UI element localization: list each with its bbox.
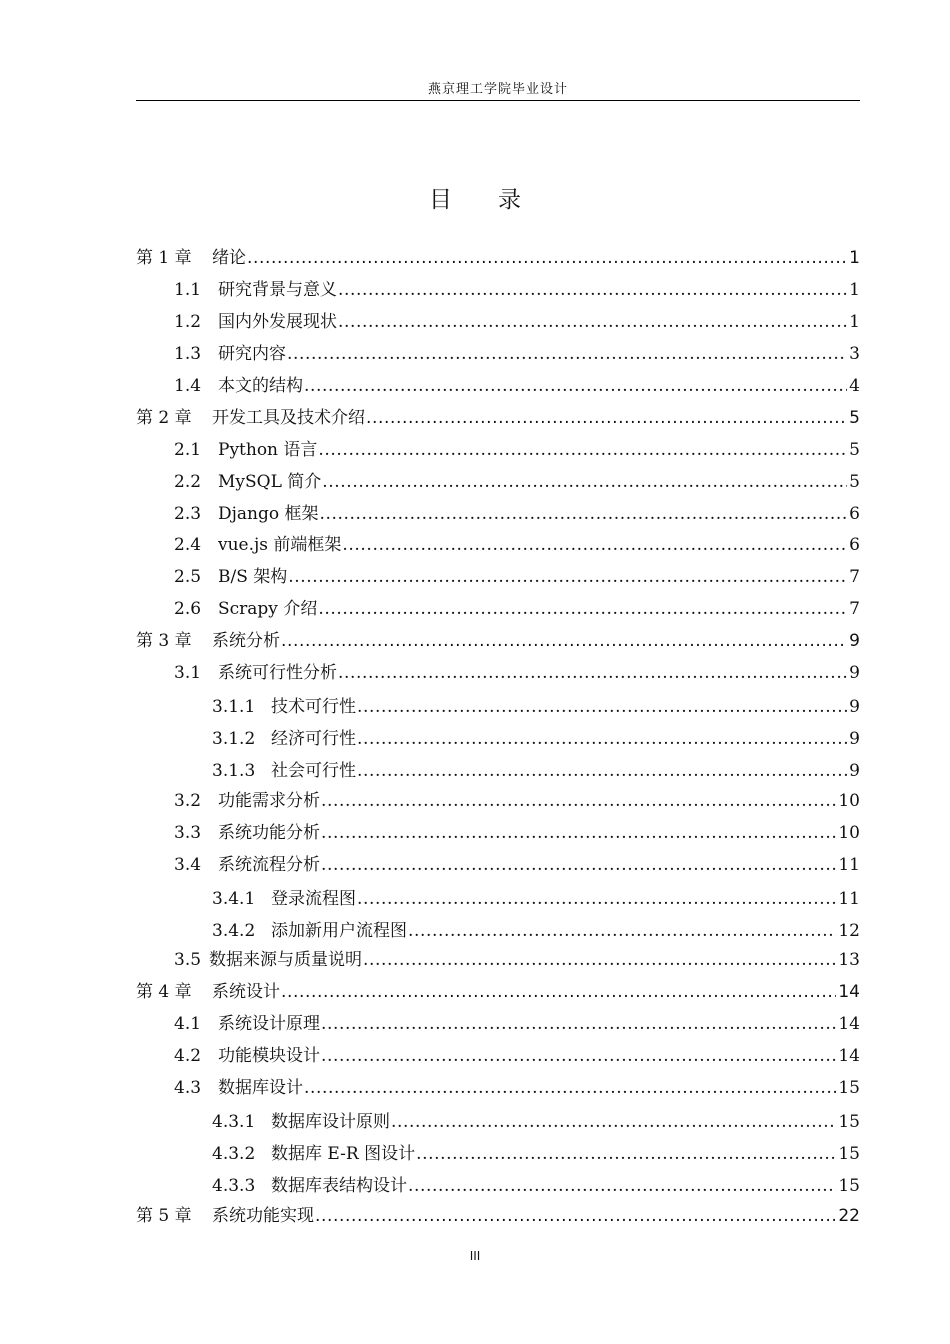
toc-section-row[interactable] xyxy=(174,439,860,461)
toc-title: 本文的结构 xyxy=(218,376,303,396)
toc-title: 研究内容 xyxy=(218,344,286,364)
toc-dot-leader xyxy=(304,1077,836,1099)
toc-chapter-row[interactable] xyxy=(136,247,860,269)
toc-dot-leader xyxy=(318,598,847,620)
toc-section-row[interactable] xyxy=(174,1013,860,1035)
toc-dot-leader xyxy=(391,1111,836,1133)
toc-page-number: 1 xyxy=(849,280,860,300)
toc-number: 4.3.1 xyxy=(212,1112,256,1132)
toc-page-number: 22 xyxy=(838,1206,860,1226)
toc-section-row[interactable] xyxy=(174,534,860,556)
toc-dot-leader xyxy=(338,311,847,333)
toc-dot-leader xyxy=(320,503,848,525)
toc-page-number: 9 xyxy=(849,761,860,781)
toc-title: Scrapy 介绍 xyxy=(218,599,318,619)
toc-section-row[interactable] xyxy=(174,311,860,333)
toc-number: 3.4 xyxy=(174,855,202,875)
toc-number: 2.2 xyxy=(174,472,202,492)
toc-page-number: 5 xyxy=(849,472,860,492)
toc-page-number: 10 xyxy=(838,823,860,843)
toc-title: 系统设计原理 xyxy=(218,1014,320,1034)
toc-dot-leader xyxy=(363,949,836,971)
toc-page-number: 4 xyxy=(849,376,860,396)
toc-page-number: 15 xyxy=(838,1144,860,1164)
toc-page-number: 14 xyxy=(838,1014,860,1034)
toc-page-number: 7 xyxy=(849,599,860,619)
toc-dot-leader xyxy=(408,1175,836,1197)
toc-title: 功能需求分析 xyxy=(218,791,320,811)
toc-page-number: 15 xyxy=(838,1176,860,1196)
toc-section-row[interactable] xyxy=(212,728,860,750)
toc-dot-leader xyxy=(357,696,847,718)
toc-number: 3.2 xyxy=(174,791,202,811)
toc-page-number: 13 xyxy=(838,950,860,970)
toc-title: 功能模块设计 xyxy=(218,1046,320,1066)
toc-section-row[interactable] xyxy=(174,471,860,493)
toc-section-row[interactable] xyxy=(174,949,860,971)
toc-dot-leader xyxy=(304,375,847,397)
toc-dot-leader xyxy=(247,247,847,269)
toc-section-row[interactable] xyxy=(212,1143,860,1165)
toc-page-number: 9 xyxy=(849,631,860,651)
toc-number: 2.4 xyxy=(174,535,202,555)
toc-title: 技术可行性 xyxy=(271,697,356,717)
toc-dot-leader xyxy=(288,566,847,588)
toc-page-number: 12 xyxy=(838,921,860,941)
toc-section-row[interactable] xyxy=(174,790,860,812)
toc-number: 3.1.1 xyxy=(212,697,256,717)
toc-title: 系统设计 xyxy=(212,982,280,1002)
toc-chapter-row[interactable] xyxy=(136,630,860,652)
toc-page-number: 11 xyxy=(838,855,860,875)
toc-dot-leader xyxy=(315,1205,836,1227)
toc-number: 3.4.2 xyxy=(212,921,256,941)
toc-page-number: 15 xyxy=(838,1078,860,1098)
toc-number: 3.4.1 xyxy=(212,889,256,909)
toc-section-row[interactable] xyxy=(212,760,860,782)
toc-dot-leader xyxy=(321,822,836,844)
toc-number: 2.3 xyxy=(174,504,202,524)
toc-section-row[interactable] xyxy=(212,920,860,942)
toc-number: 3.5 xyxy=(174,950,202,970)
toc-number: 1.2 xyxy=(174,312,202,332)
toc-title: 开发工具及技术介绍 xyxy=(212,408,365,428)
title-char-right: 录 xyxy=(498,187,521,213)
toc-title: 系统可行性分析 xyxy=(218,663,337,683)
toc-page-number: 15 xyxy=(838,1112,860,1132)
toc-title: vue.js 前端框架 xyxy=(218,535,342,555)
toc-number: 1.1 xyxy=(174,280,202,300)
toc-section-row[interactable] xyxy=(174,854,860,876)
toc-page-number: 1 xyxy=(849,248,860,268)
toc-dot-leader xyxy=(408,920,836,942)
toc-title: 系统功能实现 xyxy=(212,1206,314,1226)
toc-dot-leader xyxy=(321,1013,836,1035)
toc-dot-leader xyxy=(342,534,847,556)
toc-page-number: 6 xyxy=(849,504,860,524)
toc-number: 4.3 xyxy=(174,1078,202,1098)
toc-page-number: 9 xyxy=(849,729,860,749)
toc-title: 数据库表结构设计 xyxy=(271,1176,407,1196)
toc-title: 数据库设计原则 xyxy=(271,1112,390,1132)
toc-title: 数据库设计 xyxy=(218,1078,303,1098)
toc-number: 4.2 xyxy=(174,1046,202,1066)
toc-section-row[interactable] xyxy=(174,375,860,397)
toc-dot-leader xyxy=(338,662,847,684)
toc-number: 第 4 章 xyxy=(136,982,192,1002)
toc-page-number: 9 xyxy=(849,663,860,683)
toc-number: 4.3.3 xyxy=(212,1176,256,1196)
toc-title: 系统功能分析 xyxy=(218,823,320,843)
title-char-left: 目 xyxy=(429,187,452,213)
toc-dot-leader xyxy=(338,279,847,301)
toc-dot-leader xyxy=(287,343,847,365)
toc-title: 添加新用户流程图 xyxy=(271,921,407,941)
page-title xyxy=(0,181,950,214)
toc-dot-leader xyxy=(357,888,836,910)
toc-title: 绪论 xyxy=(212,248,246,268)
toc-section-row[interactable] xyxy=(212,888,860,910)
toc-page-number: 14 xyxy=(838,982,860,1002)
toc-page-number: 1 xyxy=(849,312,860,332)
toc-section-row[interactable] xyxy=(174,1045,860,1067)
toc-page-number: 10 xyxy=(838,791,860,811)
toc-section-row[interactable] xyxy=(174,279,860,301)
toc-title: B/S 架构 xyxy=(218,567,288,587)
toc-dot-leader xyxy=(281,981,836,1003)
toc-section-row[interactable] xyxy=(174,1077,860,1099)
toc-page-number: 14 xyxy=(838,1046,860,1066)
toc-number: 3.1.2 xyxy=(212,729,256,749)
toc-dot-leader xyxy=(366,407,847,429)
toc-title: 经济可行性 xyxy=(271,729,356,749)
toc-title: Python 语言 xyxy=(218,440,318,460)
toc-title: Django 框架 xyxy=(218,504,319,524)
toc-number: 3.1 xyxy=(174,663,202,683)
toc-dot-leader xyxy=(357,760,847,782)
toc-section-row[interactable] xyxy=(174,503,860,525)
toc-number: 第 5 章 xyxy=(136,1206,192,1226)
header-rule xyxy=(136,100,860,101)
toc-number: 1.4 xyxy=(174,376,202,396)
toc-chapter-row[interactable] xyxy=(136,1205,860,1227)
toc-page-number: 3 xyxy=(849,344,860,364)
toc-chapter-row[interactable] xyxy=(136,407,860,429)
toc-number: 2.6 xyxy=(174,599,202,619)
toc-section-row[interactable] xyxy=(174,822,860,844)
toc-number: 4.1 xyxy=(174,1014,202,1034)
toc-title: MySQL 简介 xyxy=(218,472,322,492)
toc-section-row[interactable] xyxy=(212,1175,860,1197)
toc-dot-leader xyxy=(416,1143,836,1165)
toc-dot-leader xyxy=(318,439,847,461)
toc-title: 数据库 E-R 图设计 xyxy=(271,1144,416,1164)
toc-dot-leader xyxy=(321,1045,836,1067)
toc-dot-leader xyxy=(321,790,836,812)
toc-title: 系统流程分析 xyxy=(218,855,320,875)
toc-title: 数据来源与质量说明 xyxy=(209,950,362,970)
toc-number: 2.1 xyxy=(174,440,202,460)
toc-dot-leader xyxy=(321,854,836,876)
toc-section-row[interactable] xyxy=(174,598,860,620)
toc-chapter-row[interactable] xyxy=(136,981,860,1003)
toc-page-number: 9 xyxy=(849,697,860,717)
toc-page-number: 5 xyxy=(849,408,860,428)
toc-number: 3.1.3 xyxy=(212,761,256,781)
toc-number: 4.3.2 xyxy=(212,1144,256,1164)
toc-section-row[interactable] xyxy=(174,566,860,588)
toc-section-row[interactable] xyxy=(174,662,860,684)
toc-page-number: 11 xyxy=(838,889,860,909)
toc-number: 第 2 章 xyxy=(136,408,192,428)
toc-title: 登录流程图 xyxy=(271,889,356,909)
toc-section-row[interactable] xyxy=(212,696,860,718)
page-header: 燕京理工学院毕业设计 xyxy=(427,82,568,97)
toc-dot-leader xyxy=(281,630,847,652)
page-number: III xyxy=(469,1249,481,1263)
toc-number: 第 3 章 xyxy=(136,631,192,651)
toc-number: 1.3 xyxy=(174,344,202,364)
toc-dot-leader xyxy=(357,728,847,750)
toc-page-number: 6 xyxy=(849,535,860,555)
toc-page-number: 7 xyxy=(849,567,860,587)
toc-section-row[interactable] xyxy=(174,343,860,365)
toc-section-row[interactable] xyxy=(212,1111,860,1133)
toc-number: 第 1 章 xyxy=(136,248,192,268)
toc-number: 2.5 xyxy=(174,567,202,587)
toc-page-number: 5 xyxy=(849,440,860,460)
toc-title: 社会可行性 xyxy=(271,761,356,781)
toc-title: 系统分析 xyxy=(212,631,280,651)
toc-number: 3.3 xyxy=(174,823,202,843)
toc-title: 研究背景与意义 xyxy=(218,280,337,300)
toc-title: 国内外发展现状 xyxy=(218,312,337,332)
toc-dot-leader xyxy=(322,471,847,493)
